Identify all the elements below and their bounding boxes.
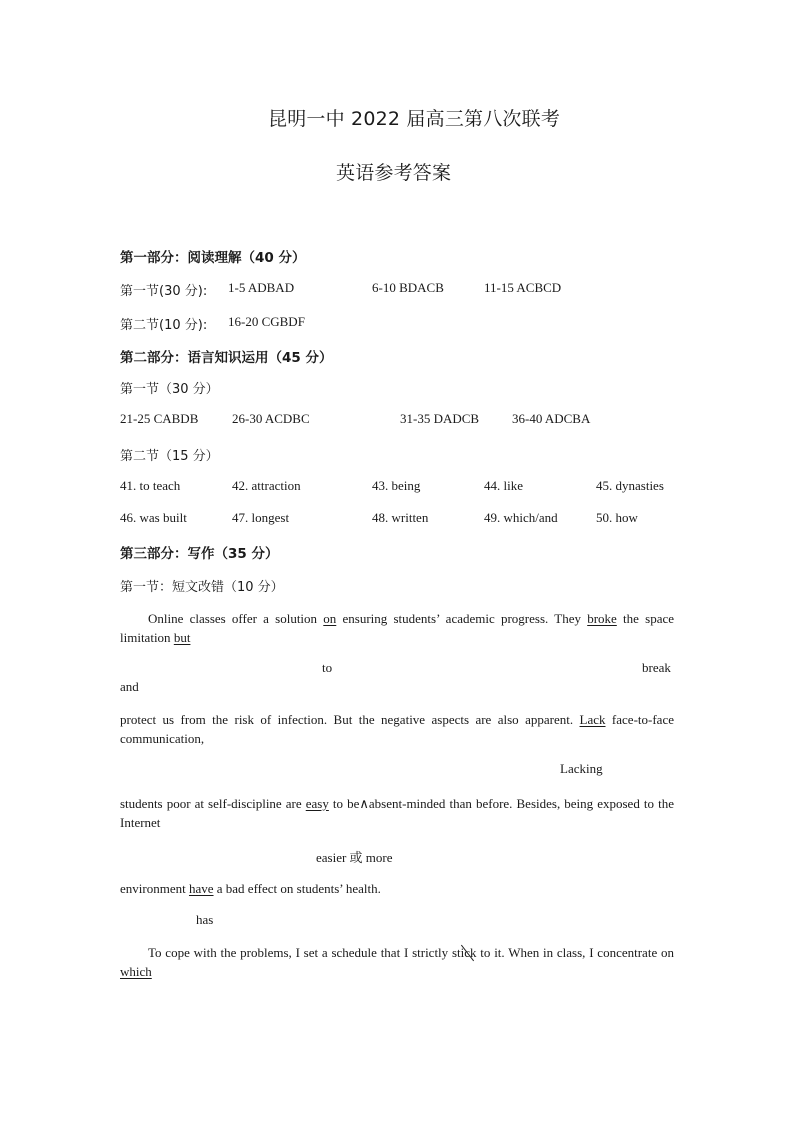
answer-group: 11-15 ACBCD [484, 280, 562, 295]
answer-item: 43. being [372, 478, 421, 493]
answer-group: 31-35 DADCB [400, 411, 480, 426]
text-run: i [460, 945, 465, 960]
answer-item: 50. how [596, 510, 638, 525]
text-run: ensuring students’ academic progress. They [336, 611, 588, 626]
answer-group: 21-25 CABDB [120, 411, 199, 426]
text-run: protect us from the risk of infection. But the negative aspects are also apparent. [120, 712, 580, 727]
answer-group: 16-20 CGBDF [228, 314, 305, 329]
deletion-mark [461, 945, 465, 960]
text-run: to it. When in class, I concentrate on [476, 945, 674, 960]
answer-group: 26-30 ACDBC [232, 411, 310, 426]
part2-sec1-label: 第一节（30 分） [120, 382, 219, 397]
part2-sec2-label: 第二节（15 分） [120, 449, 219, 464]
part3-heading: 第三部分：写作（35 分） [120, 546, 279, 562]
error-word: have [188, 881, 214, 896]
part3-sec1-label: 第一节：短文改错（10 分） [120, 580, 284, 595]
answer-item: 47. longest [232, 510, 290, 525]
text-run: face-to-face communication, [120, 712, 674, 746]
essay-line [120, 794, 674, 832]
part1-sec2-label: 第二节(10 分): [120, 318, 208, 333]
answer-item: 42. attraction [232, 478, 301, 493]
answer-group: 6-10 BDACB [372, 280, 444, 295]
correction: and [120, 679, 139, 694]
answer-group: 36-40 ADCBA [512, 411, 591, 426]
text-run: a bad effect on students’ health. [213, 881, 381, 896]
essay-line [120, 710, 674, 748]
document-subtitle: 英语参考答案 [336, 162, 452, 184]
text-run: students poor at self-discipline are [120, 796, 306, 811]
part1-sec1-label: 第一节(30 分): [120, 284, 208, 299]
error-word: Lack [579, 712, 606, 727]
answer-item: 46. was built [120, 510, 187, 525]
error-word: but [173, 630, 191, 645]
text-run: Online classes offer a solution [148, 611, 324, 626]
text-run: the space limitation [120, 611, 675, 645]
answer-item: 48. written [372, 510, 429, 525]
part2-heading: 第二部分：语言知识运用（45 分） [120, 350, 333, 366]
answer-item: 41. to teach [120, 478, 181, 493]
text-run: to be∧absent-minded than before. Besides, being exposed to the Internet [120, 796, 674, 830]
error-word: broke [587, 611, 617, 626]
text-run: ck [464, 945, 477, 960]
correction: break [642, 660, 671, 675]
essay-line [120, 943, 674, 981]
essay-line [120, 879, 674, 898]
text-run: environment [120, 881, 189, 896]
answer-item: 44. like [484, 478, 523, 493]
error-word: which [120, 964, 152, 979]
correction: has [196, 912, 214, 927]
correction: Lacking [560, 761, 603, 776]
essay-line [120, 609, 674, 647]
correction: to [322, 660, 333, 675]
answer-item: 45. dynasties [596, 478, 664, 493]
part1-heading: 第一部分：阅读理解（40 分） [120, 250, 306, 266]
document-title: 昆明一中 2022 届高三第八次联考 [268, 108, 561, 130]
text-run: To cope with the problems, I set a schedule that I strictly [148, 945, 452, 960]
answer-item: 49. which/and [484, 510, 558, 525]
error-word: on [323, 611, 337, 626]
correction: easier 或 more [316, 850, 393, 865]
text-run: st [451, 945, 461, 960]
answer-group: 1-5 ADBAD [228, 280, 295, 295]
error-word: easy [305, 796, 329, 811]
